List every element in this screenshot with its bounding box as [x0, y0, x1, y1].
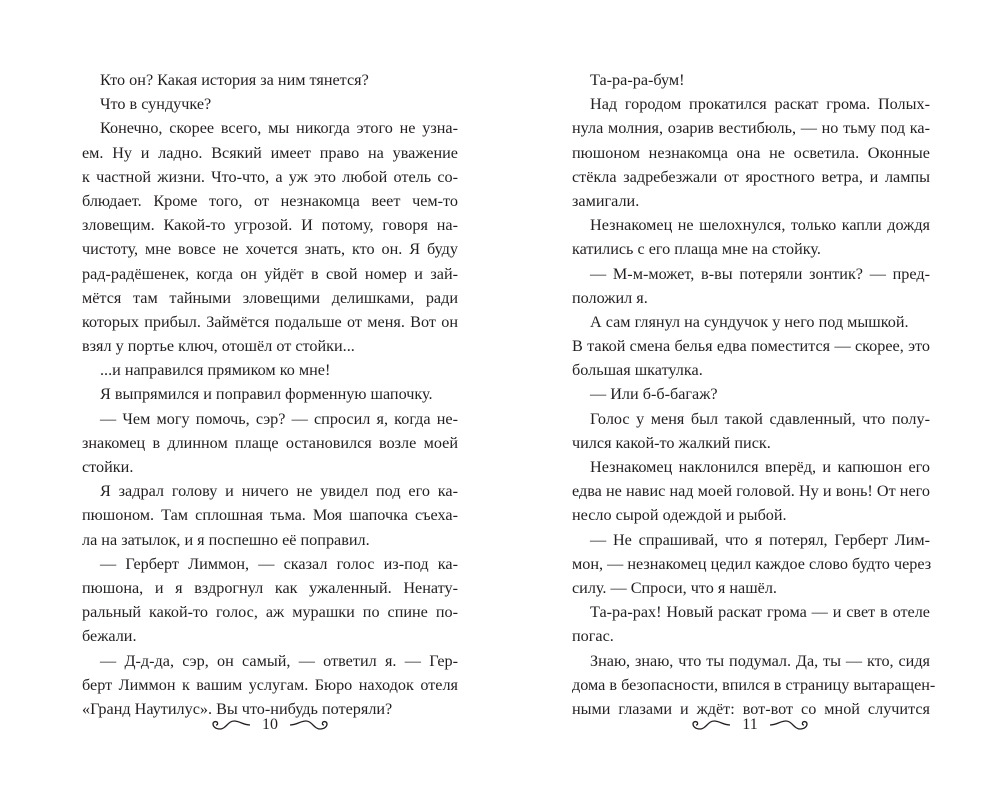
text-line: рад-радёшенек, когда он уйдёт в свой номер и зай-: [82, 264, 458, 283]
text-line: пюшоном. Там сплошная тьма. Моя шапочка съеха-: [82, 506, 458, 525]
text-line: мётся там тайными зловещими делишками, ради: [82, 288, 458, 307]
text-line: — Не спрашивай, что я потерял, Герберт Лим-: [590, 530, 930, 549]
text-line: зловещим. Какой-то угрозой. И потому, говоря на-: [82, 216, 458, 235]
text-line: пюшона, и я вздрогнул как ужаленный. Ненату-: [82, 578, 458, 597]
text-line: чистоту, мне вовсе не хочется знать, кто он. Я буду: [82, 240, 458, 259]
text-line: Я выпрямился и поправил форменную шапочку.: [100, 385, 433, 404]
text-line: Конечно, скорее всего, мы никогда этого не узна-: [100, 119, 458, 138]
text-line: нула молния, озарив вестибюль, — но тьму под ка-: [572, 119, 930, 138]
text-line: большая шкатулка.: [572, 361, 703, 380]
text-line: Я задрал голову и ничего не увидел под его ка-: [100, 482, 458, 501]
text-line: Голос у меня был такой сдавленный, что полу-: [590, 409, 930, 428]
page-number: 11: [742, 716, 758, 733]
text-line: взял у портье ключ, отошёл от стойки...: [82, 337, 355, 356]
flourish-left-icon: [210, 718, 252, 732]
text-line: Кто он? Какая история за ним тянется?: [100, 71, 369, 89]
text-line: Над городом прокатился раскат грома. Полых-: [590, 95, 930, 114]
text-line: катились с его плаща мне на стойку.: [572, 240, 821, 259]
text-line: бежали.: [82, 627, 137, 646]
text-line: которых прибыл. Займётся подальше от меня. Вот он: [82, 312, 458, 331]
text-line: ными глазами и ждёт: вот-вот со мной случится: [572, 699, 930, 718]
text-line: ...и направился прямиком ко мне!: [100, 361, 331, 380]
text-line: Та-ра-рах! Новый раскат грома — и свет в отеле: [590, 603, 930, 622]
right-page: [572, 68, 936, 721]
text-line: берт Лиммон к вашим услугам. Бюро находок отеля: [82, 675, 458, 694]
flourish-right-icon: [288, 718, 330, 732]
text-line: погас.: [572, 627, 614, 646]
text-line: А сам глянул на сундучок у него под мышкой.: [590, 312, 909, 331]
text-line: Незнакомец наклонился вперёд, и капюшон его: [590, 458, 930, 476]
text-line: положил я.: [572, 288, 648, 307]
text-line: ральный какой-то голос, аж мурашки по спине по-: [82, 603, 458, 622]
text-line: «Гранд Наутилус». Вы что-нибудь потеряли?: [82, 699, 393, 718]
text-line: — Чем могу помочь, сэр? — спросил я, когда не-: [100, 409, 458, 428]
text-line: стёкла задребезжали от яростного ветра, и лампы: [572, 167, 930, 186]
left-page: [82, 68, 458, 721]
text-line: В такой смена белья едва поместится — скорее, это: [572, 337, 930, 356]
flourish-right-icon: [768, 718, 810, 732]
flourish-left-icon: [690, 718, 732, 732]
text-line: ла на затылок, и я поспешно её поправил.: [82, 530, 370, 549]
text-line: силу. — Спроси, что я нашёл.: [572, 578, 777, 597]
text-line: — Или б-б-багаж?: [590, 385, 718, 404]
text-line: едва не навис над моей головой. Ну и вонь! От него: [572, 482, 930, 501]
left-page-folio: [170, 712, 370, 738]
text-line: к частной жизни. Что-что, а уж это любой отель со-: [82, 167, 458, 186]
text-line: Знаю, знаю, что ты подумал. Да, ты — кто, сидя: [590, 651, 930, 670]
text-line: пюшоном незнакомца она не осветила. Оконные: [572, 143, 930, 162]
text-line: Незнакомец не шелохнулся, только капли дождя: [590, 216, 930, 235]
text-line: дома в безопасности, впился в страницу вытаращен-: [572, 675, 936, 694]
text-line: стойки.: [82, 458, 134, 476]
page-number: 10: [262, 716, 278, 733]
text-line: Та-ра-ра-бум!: [590, 71, 685, 89]
text-line: — М-м-может, в-вы потеряли зонтик? — пред-: [590, 264, 930, 283]
text-line: знакомец в длинном плаще остановился возле моей: [82, 433, 458, 452]
text-line: — Д-д-да, сэр, он самый, — ответил я. — Гер-: [100, 651, 458, 670]
text-line: несло сырой одеждой и рыбой.: [572, 506, 787, 525]
right-page-folio: [650, 712, 850, 738]
text-line: мон, — незнакомец цедил каждое слово будто через: [572, 554, 932, 573]
text-line: ем. Ну и ладно. Всякий имеет право на уважение: [82, 143, 458, 162]
text-line: блюдает. Кроме того, от незнакомца веет чем-то: [82, 191, 458, 210]
text-line: замигали.: [572, 191, 640, 210]
text-line: — Герберт Лиммон, — сказал голос из-под ка-: [100, 554, 458, 573]
text-line: чился какой-то жалкий писк.: [572, 433, 771, 452]
text-line: Что в сундучке?: [100, 95, 212, 114]
